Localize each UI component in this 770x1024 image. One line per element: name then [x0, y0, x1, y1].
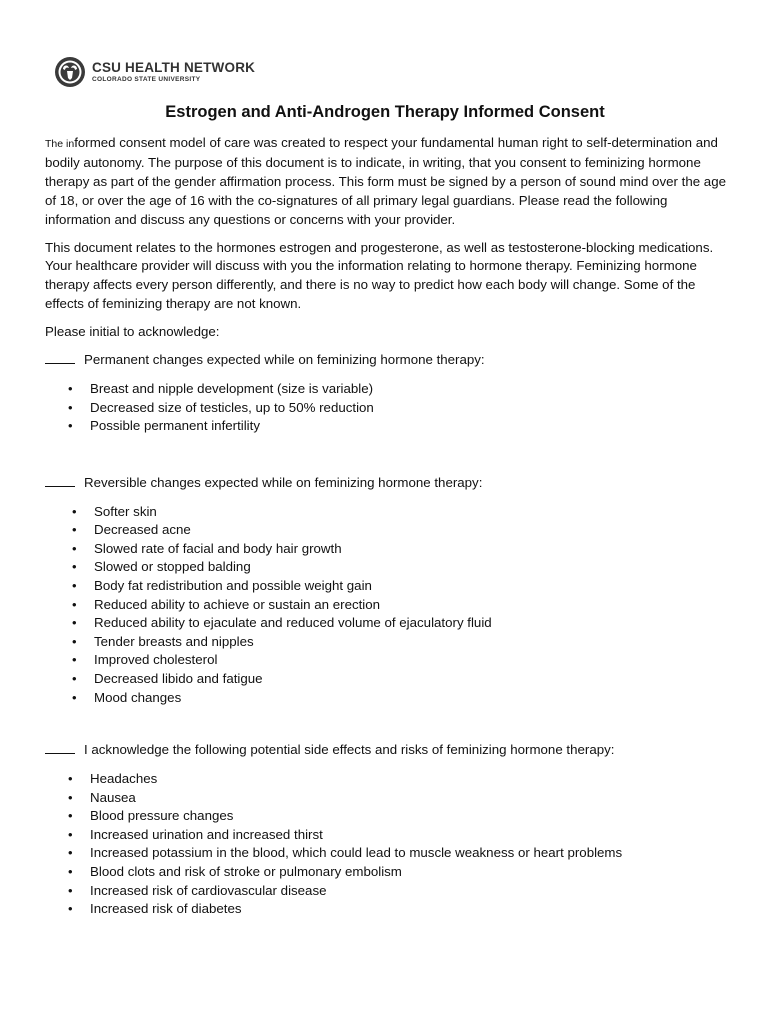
list-item: • Reduced ability to ejaculate and reduced volume of ejaculatory fluid — [45, 614, 735, 633]
list-item: • Decreased size of testicles, up to 50% reduction — [45, 399, 735, 418]
initial-instruction: Please initial to acknowledge: — [45, 324, 220, 340]
acknowledgement-reversible — [45, 474, 735, 493]
list-item: • Increased potassium in the blood, which could lead to muscle weakness or heart problems — [45, 844, 735, 863]
hormones-paragraph: This document relates to the hormones estrogen and progesterone, as well as testosterone-blocking medications. Your healthcare provider will discuss with you the information relating to hormone therapy. Feminizing hormone therapy affects every person differently, and there is no way to predict how each body will change. Some of the effects of feminizing therapy are not known. — [45, 239, 714, 312]
list-item: • Slowed or stopped balding — [45, 558, 735, 577]
acknowledgement-permanent — [45, 351, 735, 370]
list-item: • Softer skin — [45, 503, 735, 522]
document-title: Estrogen and Anti-Androgen Therapy Informed Consent — [165, 103, 605, 121]
section-label: Permanent changes expected while on feminizing hormone therapy: — [84, 352, 485, 368]
document-body — [45, 134, 735, 919]
intro-paragraph — [45, 134, 735, 230]
list-item: • Mood changes — [45, 689, 735, 708]
list-item: • Possible permanent infertility — [45, 417, 735, 436]
csu-health-network-logo — [54, 56, 255, 88]
org-name: CSU HEALTH NETWORK — [92, 60, 256, 75]
list-item: • Body fat redistribution and possible weight gain — [45, 577, 735, 596]
intro-text: formed consent model of care was created to respect your fundamental human right to self-determination and bodily autonomy. The purpose of this document is to indicate, in writing, that you consent to feminizing hormone therapy as part of the gender affirmation process. This form must be signed by a person of sound mind over the age of 18, or over the age of 16 with the co-signatures of all primary legal guardians. Please read the following information and discuss any questions or concerns with your provider. — [45, 135, 726, 227]
list-item: • Increased urination and increased thirst — [45, 826, 735, 845]
initials-blank-2[interactable] — [45, 474, 75, 487]
list-item: • Tender breasts and nipples — [45, 633, 735, 652]
list-item: • Decreased libido and fatigue — [45, 670, 735, 689]
list-item: • Increased risk of cardiovascular disease — [45, 882, 735, 901]
list-item: • Blood clots and risk of stroke or pulmonary embolism — [45, 863, 735, 882]
side-effects-list — [45, 770, 735, 919]
list-item: • Decreased acne — [45, 521, 735, 540]
list-item: • Nausea — [45, 789, 735, 808]
list-item: • Reduced ability to achieve or sustain an erection — [45, 596, 735, 615]
list-item: • Breast and nipple development (size is variable) — [45, 380, 735, 399]
org-subtitle: COLORADO STATE UNIVERSITY — [92, 76, 201, 83]
initials-blank-1[interactable] — [45, 351, 75, 364]
list-item: • Slowed rate of facial and body hair growth — [45, 540, 735, 559]
list-item: • Improved cholesterol — [45, 651, 735, 670]
reversible-changes-list — [45, 503, 735, 708]
initials-blank-3[interactable] — [45, 741, 75, 754]
intro-lead: The in — [45, 138, 75, 150]
list-item: • Increased risk of diabetes — [45, 900, 735, 919]
section-label: Reversible changes expected while on feminizing hormone therapy: — [84, 474, 483, 490]
acknowledgement-risks — [45, 741, 735, 760]
ram-seal-icon — [54, 56, 86, 88]
list-item: • Headaches — [45, 770, 735, 789]
permanent-changes-list — [45, 380, 735, 436]
list-item: • Blood pressure changes — [45, 807, 735, 826]
section-label: I acknowledge the following potential side effects and risks of feminizing hormone therapy: — [84, 742, 615, 758]
